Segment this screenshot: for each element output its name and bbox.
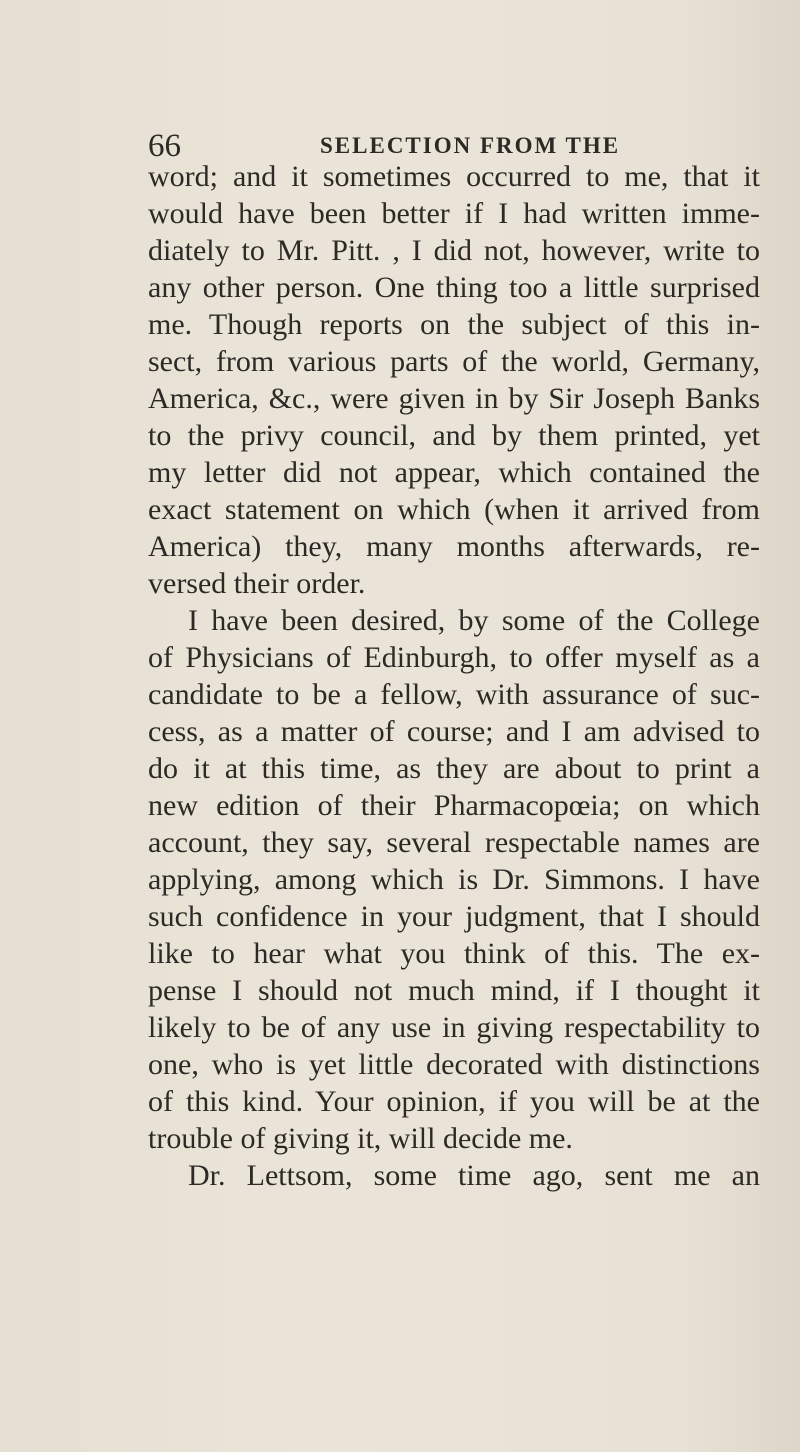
text-line: applying, among which is Dr. Simmons. I have [148,863,760,896]
body-text [148,158,760,1194]
text-line: any other person. One thing too a little surprised [148,271,760,304]
text-line: pense I should not much mind, if I thought it [148,974,760,1007]
text-line: one, who is yet little decorated with distinctions [148,1048,760,1081]
text-line: Dr. Lettsom, some time ago, sent me an [188,1159,760,1192]
text-line: cess, as a matter of course; and I am advised to [148,715,760,748]
text-line: me. Though reports on the subject of this in- [148,308,760,341]
text-line: versed their order. [148,567,366,600]
text-line: such confidence in your judgment, that I should [148,900,760,933]
page-number: 66 [148,128,181,164]
text-line: like to hear what you think of this. The ex- [148,937,760,970]
text-line: trouble of giving it, will decide me. [148,1122,573,1155]
text-line: new edition of their Pharmacopœia; on which [148,789,760,822]
text-line: word; and it sometimes occurred to me, that it [148,160,760,193]
text-line: would have been better if I had written imme- [148,197,760,230]
text-line: my letter did not appear, which contained the [148,456,760,489]
text-line: to the privy council, and by them printed, yet [148,419,760,452]
text-line: do it at this time, as they are about to print a [148,752,760,785]
text-line: account, they say, several respectable names are [148,826,760,859]
text-line: likely to be of any use in giving respectability to [148,1011,760,1044]
text-line: of Physicians of Edinburgh, to offer myself as a [148,641,760,674]
text-line: exact statement on which (when it arrived from [148,493,760,526]
text-line: sect, from various parts of the world, Germany, [148,345,760,378]
running-head: SELECTION FROM THE [320,133,621,158]
text-line: of this kind. Your opinion, if you will be at the [148,1085,760,1118]
text-line: America, &c., were given in by Sir Joseph Banks [148,382,760,415]
text-line: candidate to be a fellow, with assurance of suc- [148,678,760,711]
text-line: I have been desired, by some of the College [188,604,760,637]
text-line: America) they, many months afterwards, re- [148,530,760,563]
text-line: diately to Mr. Pitt. , I did not, however, write to [148,234,760,267]
